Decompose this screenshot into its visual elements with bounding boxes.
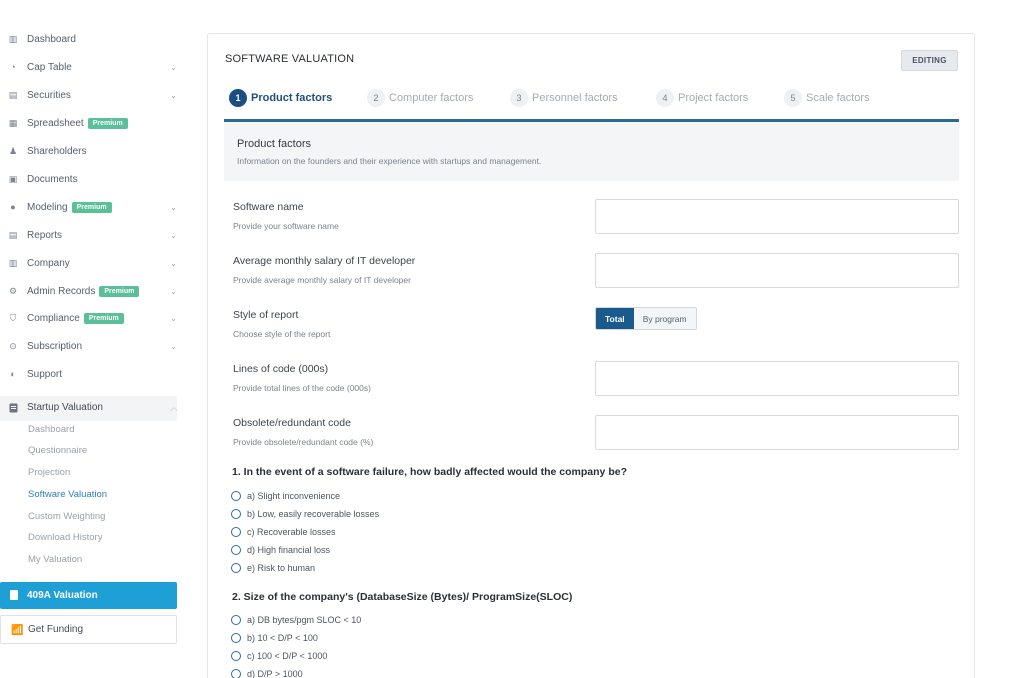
step-number: 3 (510, 89, 528, 107)
sidebar-item-label (27, 118, 128, 129)
software-name-label: Software name (233, 201, 304, 213)
sidebar-item-company[interactable] (0, 252, 180, 274)
sidebar-item-text: Cap Table (27, 61, 72, 73)
sidebar-item-shareholders[interactable] (0, 140, 180, 162)
option-label: c) Recoverable losses (247, 527, 336, 537)
sidebar-item-text: Support (27, 368, 63, 380)
sidebar-item-subscription[interactable] (0, 335, 180, 357)
step-number: 5 (784, 89, 802, 107)
salary-help: Provide average monthly salary of IT developer (233, 275, 411, 285)
question-1-option[interactable] (231, 489, 340, 503)
question-1-option[interactable] (231, 561, 315, 575)
software-name-help: Provide your software name (233, 221, 339, 231)
chevron-down-icon: ⌄ (170, 341, 177, 351)
bulb-icon: ● (10, 202, 16, 212)
radio-button[interactable] (231, 527, 241, 537)
step-tab-5[interactable] (784, 88, 870, 108)
sidebar-item-reports[interactable] (0, 224, 180, 246)
chart-icon: 📶 (11, 625, 24, 636)
premium-badge: Premium (88, 118, 128, 129)
option-label: c) 100 < D/P < 1000 (247, 651, 328, 661)
sidebar-item-admin-records[interactable] (0, 280, 180, 302)
sidebar-subitem-custom-weighting[interactable]: Custom Weighting (28, 511, 106, 522)
sidebar-item-text: Shareholders (27, 145, 87, 157)
sidebar-item-text: Dashboard (27, 33, 76, 45)
page-title: SOFTWARE VALUATION (225, 53, 355, 65)
radio-button[interactable] (231, 615, 241, 625)
report-style-total-option[interactable]: Total (596, 308, 634, 329)
section-title: Product factors (237, 138, 311, 150)
sidebar-subitem-questionnaire[interactable]: Questionnaire (28, 445, 88, 456)
salary-label: Average monthly salary of IT developer (233, 255, 416, 267)
chevron-down-icon: ⌄ (170, 258, 177, 268)
support-icon: ◐ (10, 369, 16, 379)
clipboard-icon: ▤ (8, 89, 18, 100)
sidebar-item-modeling[interactable] (0, 196, 180, 218)
sidebar-item-label (27, 258, 70, 269)
premium-badge: Premium (72, 202, 112, 213)
radio-button[interactable] (231, 545, 241, 555)
409a-valuation-label: 409A Valuation (27, 590, 98, 601)
report-icon: ▤ (8, 229, 18, 240)
salary-input[interactable] (595, 253, 959, 288)
sidebar-item-label (27, 146, 86, 157)
software-valuation-card (207, 33, 975, 678)
get-funding-button[interactable] (0, 615, 177, 644)
premium-badge: Premium (84, 313, 124, 324)
sidebar-item-cap-table[interactable] (0, 56, 180, 78)
obsolete-code-label: Obsolete/redundant code (233, 417, 351, 429)
document-icon (10, 590, 18, 600)
sidebar-item-securities[interactable] (0, 84, 180, 106)
sidebar-item-label (27, 90, 71, 101)
sidebar-item-label (27, 62, 72, 73)
step-number: 4 (656, 89, 674, 107)
sidebar-item-label (27, 34, 76, 45)
shield-icon: ⛉ (9, 312, 17, 323)
radio-button[interactable] (231, 633, 241, 643)
editing-badge[interactable]: EDITING (901, 50, 958, 71)
lines-of-code-help: Provide total lines of the code (000s) (233, 383, 371, 393)
step-label: Personnel factors (532, 92, 618, 104)
sidebar-item-label (27, 286, 139, 297)
step-label: Computer factors (389, 92, 474, 104)
sidebar-section-startup-valuation[interactable] (0, 396, 177, 421)
sidebar-item-text: Admin Records (27, 285, 96, 297)
step-tab-2[interactable] (367, 88, 473, 108)
user-icon: ♟ (8, 145, 18, 156)
software-name-input[interactable] (595, 199, 959, 234)
option-label: a) DB bytes/pgm SLOC < 10 (247, 615, 362, 625)
chevron-down-icon: ⌄ (170, 202, 177, 212)
sidebar-item-label (27, 313, 124, 324)
sidebar-subitem-dashboard[interactable]: Dashboard (28, 424, 75, 435)
question-1-option[interactable] (231, 543, 330, 557)
option-label: d) High financial loss (247, 545, 331, 555)
sidebar-item-dashboard[interactable] (0, 28, 180, 50)
option-label: d) D/P > 1000 (247, 669, 303, 678)
chevron-down-icon: ⌄ (170, 313, 177, 323)
building-icon: ▥ (8, 257, 18, 268)
option-label: b) Low, easily recoverable losses (247, 509, 380, 519)
step-number: 2 (367, 89, 385, 107)
sidebar-item-documents[interactable] (0, 168, 180, 190)
premium-badge: Premium (99, 286, 139, 297)
folder-icon: ▣ (8, 173, 18, 184)
sidebar-item-label (27, 369, 62, 380)
sidebar-item-text: Reports (27, 229, 63, 241)
radio-button[interactable] (231, 509, 241, 519)
option-label: e) Risk to human (247, 563, 316, 573)
radio-button[interactable] (231, 669, 241, 678)
question-2-option[interactable] (231, 613, 361, 627)
option-label: a) Slight inconvenience (247, 491, 341, 501)
sidebar-item-text: Company (27, 257, 70, 269)
document-icon (9, 403, 18, 413)
question-2-option[interactable] (231, 649, 327, 663)
dollar-icon: ⊙ (9, 340, 17, 351)
step-label: Project factors (678, 92, 749, 104)
sidebar-item-support[interactable] (0, 363, 180, 385)
question-2-option[interactable] (231, 631, 318, 645)
sidebar-subitem-software-valuation[interactable]: Software Valuation (28, 489, 108, 500)
lines-of-code-input[interactable] (595, 361, 959, 396)
radio-button[interactable] (231, 491, 241, 501)
dashboard-icon: ▥ (8, 33, 18, 44)
report-style-toggle (595, 307, 697, 330)
table-icon: ▦ (8, 117, 18, 128)
option-label: b) 10 < D/P < 100 (247, 633, 318, 643)
chevron-down-icon: ⌄ (170, 62, 177, 72)
chevron-down-icon: ⌄ (170, 230, 177, 240)
report-style-by-program-option[interactable]: By program (634, 308, 696, 329)
section-header (224, 119, 959, 181)
sidebar-subitem-my-valuation[interactable]: My Valuation (28, 554, 83, 565)
sidebar-item-spreadsheet[interactable] (0, 112, 180, 134)
chevron-down-icon: ⌄ (170, 90, 177, 100)
sidebar-item-label (27, 341, 82, 352)
question-1-text: 1. In the event of a software failure, how badly affected would the company be? (232, 466, 627, 478)
sidebar-subitem-download-history[interactable]: Download History (28, 532, 103, 543)
sidebar-item-text: Modeling (27, 201, 68, 213)
chevron-up-icon: ︿ (170, 403, 178, 412)
step-label: Product factors (251, 92, 333, 104)
step-label: Scale factors (806, 92, 870, 104)
sidebar-item-text: Documents (27, 173, 78, 185)
sidebar-item-text: Spreadsheet (27, 117, 84, 129)
step-tab-1[interactable] (229, 88, 332, 108)
step-number: 1 (229, 89, 247, 107)
sidebar-item-label (27, 230, 62, 241)
question-1-option[interactable] (231, 525, 336, 539)
question-2-text: 2. Size of the company's (DatabaseSize (Bytes)/ ProgramSize(SLOC) (232, 591, 573, 603)
sidebar-item-label (27, 202, 112, 213)
pie-chart-icon: ◔ (10, 62, 16, 72)
sidebar-item-text: Securities (27, 89, 71, 101)
radio-button[interactable] (231, 563, 241, 573)
sidebar-item-compliance[interactable] (0, 307, 180, 329)
lines-of-code-label: Lines of code (000s) (233, 363, 329, 375)
sidebar-item-text: Compliance (27, 312, 80, 324)
chevron-down-icon: ⌄ (170, 286, 177, 296)
report-style-help: Choose style of the report (233, 329, 331, 339)
question-2-option[interactable] (231, 667, 303, 678)
sidebar-item-label (27, 174, 78, 185)
sidebar-subitem-projection[interactable]: Projection (28, 467, 71, 478)
radio-button[interactable] (231, 651, 241, 661)
step-tab-4[interactable] (656, 88, 748, 108)
question-1-option[interactable] (231, 507, 379, 521)
409a-valuation-button[interactable] (0, 582, 177, 609)
report-style-label: Style of report (233, 309, 299, 321)
gear-icon: ⚙ (8, 285, 18, 296)
section-subtitle: Information on the founders and their experience with startups and management. (237, 156, 542, 166)
get-funding-label: Get Funding (28, 624, 84, 635)
obsolete-code-help: Provide obsolete/redundant code (%) (233, 437, 374, 447)
sidebar-section-label: Startup Valuation (27, 402, 103, 413)
sidebar-item-text: Subscription (27, 340, 83, 352)
sidebar (0, 0, 180, 678)
obsolete-code-input[interactable] (595, 415, 959, 450)
step-tab-3[interactable] (510, 88, 618, 108)
